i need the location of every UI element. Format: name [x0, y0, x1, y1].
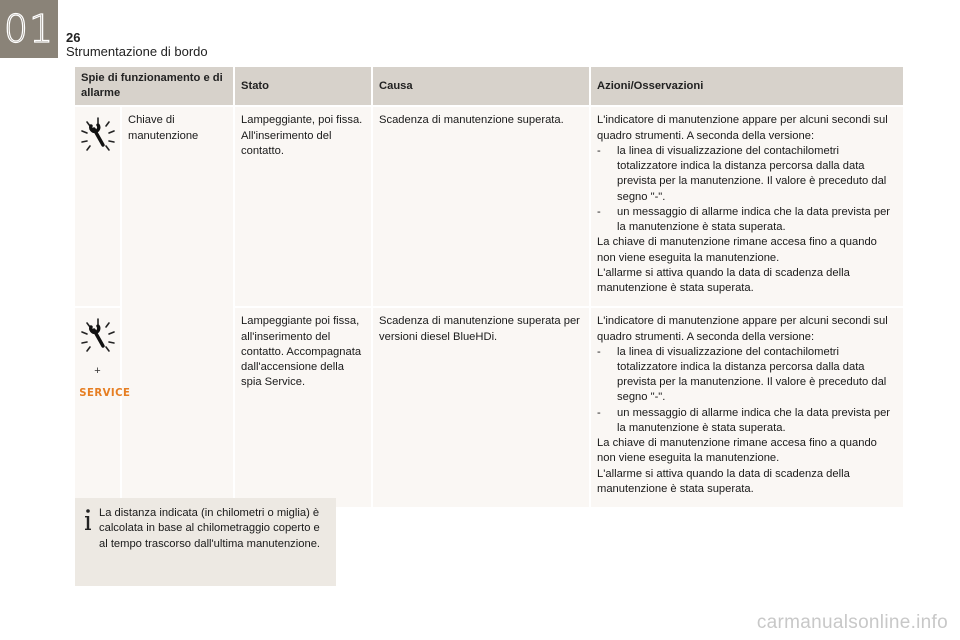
list-item-text: un messaggio di allarme indica che la data prevista per la manutenzione è stata superata. [617, 406, 891, 434]
list-dash: - [597, 144, 601, 157]
actions-outro-line: L'allarme si attiva quando la data di scadenza della manutenzione è stata superata. [597, 266, 850, 295]
table-row [75, 105, 903, 306]
info-note [75, 498, 336, 586]
actions-intro: L'indicatore di manutenzione appare per alcuni secondi sul quadro strumenti. A seconda della versione: [597, 315, 888, 343]
list-dash: - [597, 205, 601, 218]
list-item [597, 345, 897, 406]
chapter-number: 01 [3, 7, 55, 51]
info-icon [83, 508, 93, 532]
actions-cell [591, 306, 903, 507]
actions-outro-line: La chiave di manutenzione rimane accesa fino a quando non viene eseguita la manutenzione. [597, 437, 877, 465]
state-cell: Lampeggiante, poi fissa. All'inserimento del contatto. [235, 105, 373, 306]
wrench-icon [78, 115, 118, 155]
note-text: La distanza indicata (in chilometri o miglia) è calcolata in base al chilometraggio coperto e al tempo trascorso dall'ultima manutenzione. [99, 507, 321, 550]
list-item [597, 144, 897, 205]
service-indicator-icon: SERVICE [79, 386, 131, 400]
cause-cell: Scadenza di manutenzione superata. [373, 105, 591, 306]
state-cell: Lampeggiante poi fissa, all'inserimento del contatto. Accompagnata dall'accensione della spia Service. [235, 306, 373, 507]
list-item [597, 406, 897, 436]
list-dash: - [597, 345, 601, 358]
section-title: Strumentazione di bordo [66, 44, 208, 59]
column-header-lights: Spie di funzionamento e di allarme [75, 67, 235, 105]
wrench-icon [78, 316, 118, 356]
chapter-badge [0, 0, 58, 58]
table-header-row [75, 67, 903, 105]
column-header-cause: Causa [373, 67, 591, 105]
list-item [597, 205, 897, 235]
cause-cell: Scadenza di manutenzione superata per versioni diesel BlueHDi. [373, 306, 591, 507]
page-number: 26 [66, 30, 81, 45]
warning-lights-table [75, 67, 903, 507]
actions-outro-line: La chiave di manutenzione rimane accesa fino a quando non viene eseguita la manutenzione. [597, 236, 877, 264]
icon-cell [75, 105, 122, 306]
list-item-text: un messaggio di allarme indica che la data prevista per la manutenzione è stata superata. [617, 205, 891, 234]
watermark: carmanualsonline.info [756, 612, 948, 633]
light-name-cell: Chiave di manutenzione [122, 105, 235, 507]
list-item-text: la linea di visualizzazione del contachilometri totalizzatore indica la distanza percorsa dalla data prevista per la manutenzione. Il valore è preceduto dal segno "-". [617, 345, 887, 404]
list-dash: - [597, 406, 601, 419]
icon-cell [75, 306, 131, 507]
list-item-text: la linea di visualizzazione del contachilometri totalizzatore indica la distanza percorsa dalla data prevista per la manutenzione. Il valore è preceduto dal segno "-". [617, 144, 887, 203]
column-header-state: Stato [235, 67, 373, 105]
plus-sign: + [94, 364, 101, 377]
actions-intro: L'indicatore di manutenzione appare per alcuni secondi sul quadro strumenti. A seconda della versione: [597, 114, 888, 142]
actions-cell [591, 105, 903, 306]
column-header-actions: Azioni/Osservazioni [591, 67, 903, 105]
actions-outro-line: L'allarme si attiva quando la data di scadenza della manutenzione è stata superata. [597, 467, 850, 495]
